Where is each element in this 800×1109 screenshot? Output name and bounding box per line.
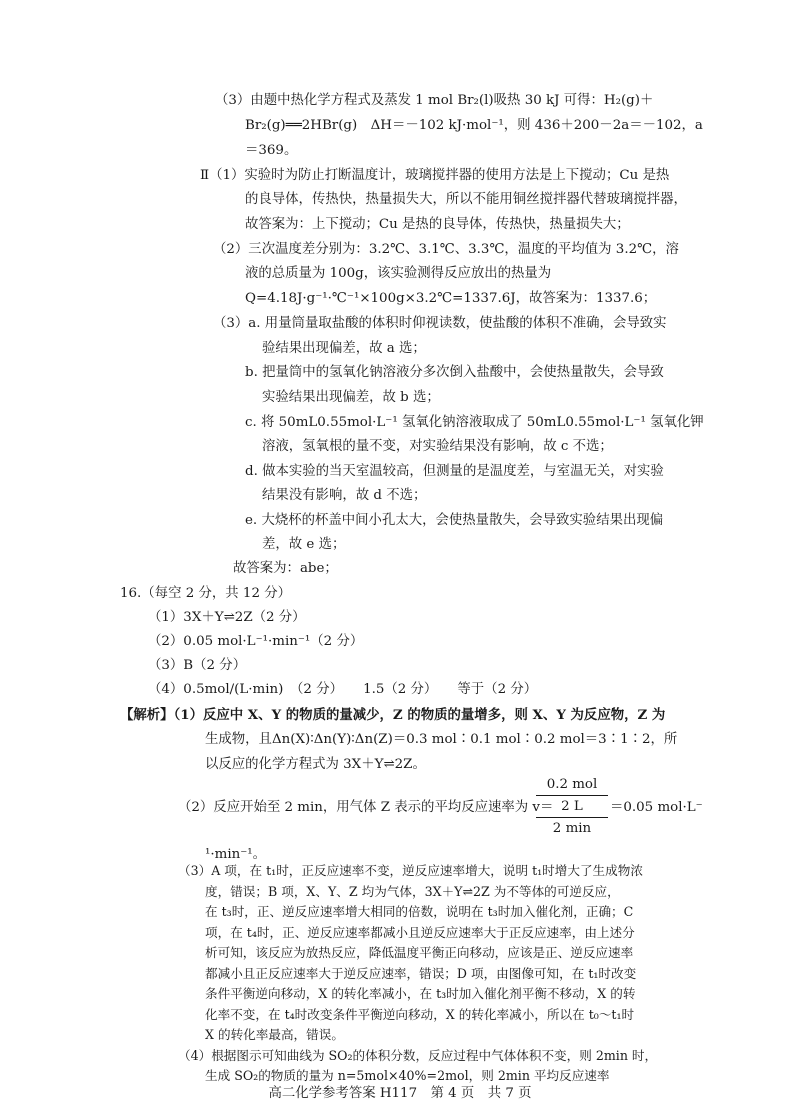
text-line: 溶液，氢氧根的量不变，对实验结果没有影响，故 c 不选； — [262, 439, 613, 454]
text-line: （2）反应开始至 2 min，用气体 Z 表示的平均反应速率为 v＝ — [178, 800, 554, 815]
text-line: 生成物，且Δn(X)∶Δn(Y)∶Δn(Z)＝0.3 mol∶0.1 mol∶0.2 mol＝3∶1∶2，所 — [205, 732, 678, 747]
text-line: （2）三次温度差分别为：3.2℃、3.1℃、3.3℃，温度的平均值为 3.2℃，溶 — [213, 242, 679, 257]
fraction-bar — [536, 795, 608, 796]
text-line: 在 t₃时，正、逆反应速率增大相同的倍数，说明在 t₃时加入催化剂，正确；C — [205, 904, 634, 919]
fraction-bar — [536, 817, 608, 818]
text-line: d. 做本实验的当天室温较高，但测量的是温度差，与室温无关，对实验 — [245, 464, 664, 479]
page-footer: 高二化学参考答案 H117 第 4 页 共 7 页 — [268, 1086, 532, 1101]
text-line: Q=4.18J·g⁻¹·℃⁻¹×100g×3.2℃=1337.6J，故答案为：1337.6； — [245, 291, 657, 306]
text-line: 化率不变，在 t₄时改变条件平衡逆向移动，X 的转化率减小，所以在 t₀～t₁时 — [205, 1006, 635, 1022]
text-line: 生成 SO₂的物质的量为 n=5mol×40%=2mol，则 2min 平均反应速率 — [205, 1068, 610, 1083]
text-line: c. 将 50mL0.55mol·L⁻¹ 氢氧化钠溶液取成了 50mL0.55mol·L⁻¹ 氢氧化钾 — [245, 415, 704, 430]
text-line: 项，在 t₄时，正、逆反应速率都减小且逆反应速率大于正反应速率，由上述分 — [205, 924, 635, 940]
text-line: 结果没有影响，故 d 不选； — [262, 488, 427, 503]
text-line: 差，故 e 选； — [262, 537, 346, 552]
text-line: Ⅱ（1）实验时为防止打断温度计，玻璃搅拌器的使用方法是上下搅动；Cu 是热 — [200, 168, 670, 183]
text-line: 的良导体，传热快，热量损失大，所以不能用铜丝搅拌器代替玻璃搅拌器， — [245, 192, 687, 207]
analysis-line: 【解析】（1）反应中 X、Y 的物质的量减少，Z 的物质的量增多，则 X、Y 为反应物，Z 为 — [120, 707, 666, 723]
question-header: 16.（每空 2 分，共 12 分） — [120, 586, 292, 601]
text-line: 都减小且正反应速率大于逆反应速率，错误；D 项，由图像可知，在 t₁时改变 — [205, 965, 637, 981]
text-line: （3）由题中热化学方程式及蒸发 1 mol Br₂(l)吸热 30 kJ 可得：H₂(g)＋ — [215, 93, 654, 108]
text-line: 故答案为：上下搅动；Cu 是热的良导体，传热快，热量损失大； — [245, 217, 630, 232]
text-line: （3）a. 用量筒量取盐酸的体积时仰视读数，使盐酸的体积不准确，会导致实 — [213, 316, 667, 331]
text-line: b. 把量筒中的氢氧化钠溶液分多次倒入盐酸中，会使热量散失，会导致 — [245, 365, 664, 380]
answer-line: （4）0.5mol/(L·min) （2 分） 1.5（2 分） 等于（2 分） — [148, 682, 538, 697]
text-line: 析可知，该反应为放热反应，降低温度平衡正向移动，应该是正、逆反应速率 — [205, 945, 634, 960]
text-line: 以反应的化学方程式为 3X＋Y⇌2Z。 — [205, 757, 426, 772]
text-line: 液的总质量为 100g，该实验测得反应放出的热量为 — [245, 266, 552, 281]
answer-line: （2）0.05 mol·L⁻¹·min⁻¹（2 分） — [148, 634, 364, 649]
answer-line: （3）B（2 分） — [148, 658, 247, 673]
text-line: ¹·min⁻¹。 — [205, 847, 267, 862]
fraction-denominator: 2 min — [552, 821, 592, 836]
text-line: 条件平衡逆向移动，X 的转化率减小，在 t₃时加入催化剂平衡不移动，X 的转 — [205, 986, 636, 1001]
fraction-middle: 2 L — [561, 799, 583, 814]
answer-line: （1）3X＋Y⇌2Z（2 分） — [148, 610, 306, 625]
text-line: 度，错误；B 项，X、Y、Z 均为气体，3X＋Y⇌2Z 为不等体的可逆反应， — [205, 883, 620, 899]
text-line: e. 大烧杯的杯盖中间小孔太大，会使热量散失，会导致实验结果出现偏 — [245, 513, 664, 528]
text-line: X 的转化率最高，错误。 — [205, 1027, 344, 1042]
text-line: 故答案为：abe； — [233, 561, 338, 576]
text-line: ＝0.05 mol·L⁻ — [610, 800, 703, 815]
text-line: 验结果出现偏差，故 a 选； — [262, 341, 426, 356]
text-line: （3）A 项，在 t₁时，正反应速率不变，逆反应速率增大，说明 t₁时增大了生成物浓 — [178, 863, 643, 878]
text-line: 实验结果出现偏差，故 b 选； — [262, 390, 440, 405]
text-line: （4）根据图示可知曲线为 SO₂的体积分数，反应过程中气体体积不变，则 2min 时， — [178, 1047, 658, 1063]
text-line: Br₂(g)══2HBr(g) ΔH＝－102 kJ·mol⁻¹，则 436＋200－2a＝－102，a — [245, 118, 703, 133]
fraction-numerator: 0.2 mol — [546, 777, 598, 792]
text-line: ＝369。 — [245, 143, 298, 158]
